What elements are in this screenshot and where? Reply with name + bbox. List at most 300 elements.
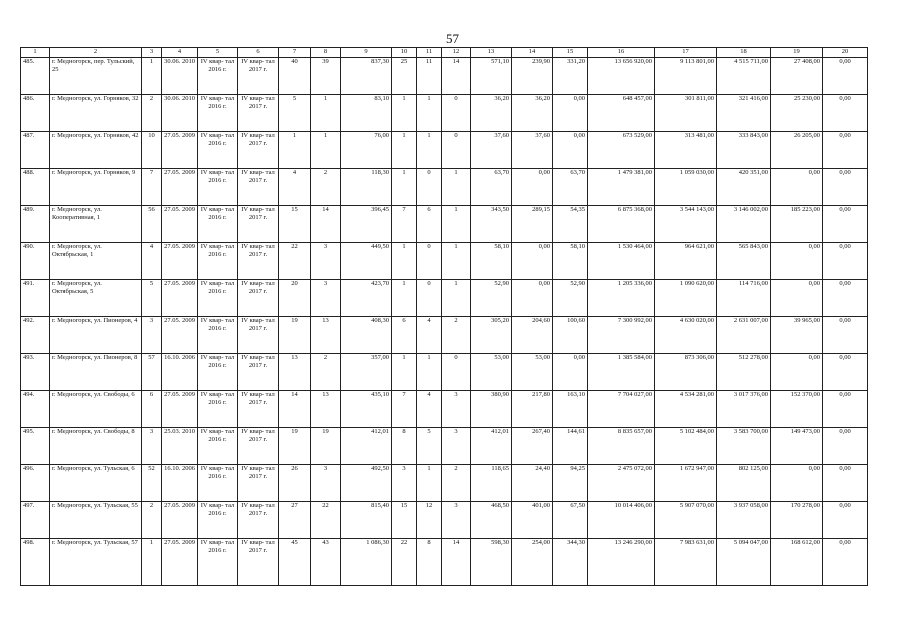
table-cell-col-18: 3 937 058,00	[717, 502, 771, 539]
table-cell-col-9: 396,45	[341, 206, 392, 243]
table-cell-col-19: 0,00	[771, 280, 823, 317]
table-cell-col-1: 490.	[21, 243, 50, 280]
table-cell-col-13: 468,50	[471, 502, 512, 539]
table-row	[21, 428, 868, 465]
table-cell-col-6: IV квар- тал 2017 г.	[238, 169, 279, 206]
table-cell-col-11: 6	[417, 206, 442, 243]
column-number-3: 3	[142, 48, 162, 58]
table-cell-col-4: 30.06. 2010	[162, 95, 198, 132]
column-number-6: 6	[238, 48, 279, 58]
table-cell-col-13: 118,65	[471, 465, 512, 502]
table-cell-col-8: 2	[311, 354, 341, 391]
table-cell-col-9: 435,10	[341, 391, 392, 428]
table-cell-col-18: 3 017 376,00	[717, 391, 771, 428]
table-cell-col-3: 6	[142, 391, 162, 428]
table-cell-col-11: 1	[417, 95, 442, 132]
table-cell-col-13: 63,70	[471, 169, 512, 206]
table-row	[21, 317, 868, 354]
table-cell-col-16: 648 457,00	[588, 95, 655, 132]
table-cell-col-19: 152 370,00	[771, 391, 823, 428]
table-cell-col-7: 22	[279, 243, 311, 280]
table-cell-col-7: 13	[279, 354, 311, 391]
table-cell-col-14: 217,80	[512, 391, 553, 428]
housing-table	[20, 47, 868, 586]
table-cell-col-8: 13	[311, 391, 341, 428]
table-row	[21, 58, 868, 95]
table-row	[21, 206, 868, 243]
table-cell-col-14: 24,40	[512, 465, 553, 502]
table-cell-col-1: 496.	[21, 465, 50, 502]
table-row	[21, 391, 868, 428]
table-cell-col-18: 512 278,00	[717, 354, 771, 391]
table-cell-col-1: 487.	[21, 132, 50, 169]
column-number-row	[21, 48, 868, 58]
column-number-18: 18	[717, 48, 771, 58]
column-number-13: 13	[471, 48, 512, 58]
table-cell-col-6: IV квар- тал 2017 г.	[238, 502, 279, 539]
column-number-16: 16	[588, 48, 655, 58]
table-cell-col-2: г. Медногорск, ул. Пионеров, 4	[50, 317, 142, 354]
table-cell-col-20: 0,00	[823, 391, 868, 428]
table-cell-col-1: 497.	[21, 502, 50, 539]
table-cell-col-11: 0	[417, 243, 442, 280]
table-cell-col-4: 25.03. 2010	[162, 428, 198, 465]
table-cell-col-9: 423,70	[341, 280, 392, 317]
table-cell-col-18: 4 515 711,00	[717, 58, 771, 95]
table-cell-col-3: 7	[142, 169, 162, 206]
table-row	[21, 132, 868, 169]
table-cell-col-6: IV квар- тал 2017 г.	[238, 317, 279, 354]
table-cell-col-17: 1 672 947,00	[655, 465, 717, 502]
table-row	[21, 502, 868, 539]
table-cell-col-17: 873 306,00	[655, 354, 717, 391]
column-number-14: 14	[512, 48, 553, 58]
table-cell-col-15: 0,00	[553, 132, 588, 169]
column-number-2: 2	[50, 48, 142, 58]
table-cell-col-3: 1	[142, 539, 162, 586]
table-cell-col-16: 7 704 027,00	[588, 391, 655, 428]
table-cell-col-4: 27.05. 2009	[162, 317, 198, 354]
table-cell-col-17: 1 090 620,00	[655, 280, 717, 317]
table-cell-col-14: 0,00	[512, 243, 553, 280]
table-cell-col-10: 8	[392, 428, 417, 465]
table-cell-col-14: 0,00	[512, 169, 553, 206]
table-cell-col-17: 4 630 020,00	[655, 317, 717, 354]
table-cell-col-20: 0,00	[823, 354, 868, 391]
table-cell-col-11: 0	[417, 280, 442, 317]
column-number-9: 9	[341, 48, 392, 58]
table-cell-col-5: IV квар- тал 2016 г.	[198, 280, 238, 317]
table-cell-col-13: 305,20	[471, 317, 512, 354]
table-cell-col-2: г. Медногорск, ул. Горняков, 9	[50, 169, 142, 206]
table-cell-col-3: 2	[142, 95, 162, 132]
table-cell-col-18: 420 351,00	[717, 169, 771, 206]
table-cell-col-4: 27.05. 2009	[162, 206, 198, 243]
table-cell-col-8: 3	[311, 243, 341, 280]
table-cell-col-20: 0,00	[823, 243, 868, 280]
table-cell-col-14: 289,15	[512, 206, 553, 243]
table-cell-col-12: 14	[442, 58, 471, 95]
table-cell-col-20: 0,00	[823, 206, 868, 243]
column-number-17: 17	[655, 48, 717, 58]
table-cell-col-16: 8 835 657,00	[588, 428, 655, 465]
column-number-11: 11	[417, 48, 442, 58]
table-cell-col-8: 1	[311, 95, 341, 132]
table-cell-col-11: 1	[417, 132, 442, 169]
table-cell-col-9: 815,40	[341, 502, 392, 539]
table-cell-col-13: 53,00	[471, 354, 512, 391]
table-cell-col-15: 67,50	[553, 502, 588, 539]
table-cell-col-9: 837,30	[341, 58, 392, 95]
table-cell-col-10: 7	[392, 391, 417, 428]
table-cell-col-3: 52	[142, 465, 162, 502]
table-cell-col-17: 3 544 143,00	[655, 206, 717, 243]
table-cell-col-10: 1	[392, 243, 417, 280]
table-cell-col-5: IV квар- тал 2016 г.	[198, 502, 238, 539]
table-cell-col-1: 488.	[21, 169, 50, 206]
column-number-12: 12	[442, 48, 471, 58]
table-cell-col-20: 0,00	[823, 280, 868, 317]
table-cell-col-8: 22	[311, 502, 341, 539]
table-cell-col-16: 6 875 368,00	[588, 206, 655, 243]
table-cell-col-13: 571,10	[471, 58, 512, 95]
table-cell-col-16: 7 300 992,00	[588, 317, 655, 354]
table-cell-col-2: г. Медногорск, пер. Тульский, 25	[50, 58, 142, 95]
table-cell-col-18: 5 094 047,00	[717, 539, 771, 586]
table-cell-col-19: 168 612,00	[771, 539, 823, 586]
table-cell-col-6: IV квар- тал 2017 г.	[238, 132, 279, 169]
table-cell-col-17: 5 907 070,00	[655, 502, 717, 539]
table-cell-col-18: 114 716,00	[717, 280, 771, 317]
table-cell-col-9: 76,00	[341, 132, 392, 169]
table-cell-col-20: 0,00	[823, 132, 868, 169]
table-cell-col-10: 1	[392, 354, 417, 391]
table-cell-col-7: 45	[279, 539, 311, 586]
table-cell-col-7: 4	[279, 169, 311, 206]
table-cell-col-8: 13	[311, 317, 341, 354]
table-cell-col-19: 0,00	[771, 243, 823, 280]
table-cell-col-8: 43	[311, 539, 341, 586]
table-cell-col-2: г. Медногорск, ул. Пионеров, 8	[50, 354, 142, 391]
table-cell-col-14: 0,00	[512, 280, 553, 317]
table-cell-col-1: 495.	[21, 428, 50, 465]
table-cell-col-6: IV квар- тал 2017 г.	[238, 428, 279, 465]
table-cell-col-14: 37,60	[512, 132, 553, 169]
table-cell-col-1: 489.	[21, 206, 50, 243]
table-cell-col-15: 163,10	[553, 391, 588, 428]
table-cell-col-15: 63,70	[553, 169, 588, 206]
table-cell-col-20: 0,00	[823, 465, 868, 502]
table-cell-col-10: 3	[392, 465, 417, 502]
table-cell-col-5: IV квар- тал 2016 г.	[198, 391, 238, 428]
table-cell-col-15: 344,30	[553, 539, 588, 586]
table-cell-col-4: 16.10. 2006	[162, 465, 198, 502]
table-cell-col-19: 25 230,00	[771, 95, 823, 132]
table-cell-col-1: 494.	[21, 391, 50, 428]
table-cell-col-12: 2	[442, 465, 471, 502]
table-cell-col-13: 58,10	[471, 243, 512, 280]
table-cell-col-12: 2	[442, 317, 471, 354]
table-cell-col-18: 321 416,00	[717, 95, 771, 132]
column-number-7: 7	[279, 48, 311, 58]
table-cell-col-4: 27.05. 2009	[162, 539, 198, 586]
table-cell-col-6: IV квар- тал 2017 г.	[238, 465, 279, 502]
table-cell-col-3: 1	[142, 58, 162, 95]
table-cell-col-7: 19	[279, 428, 311, 465]
table-cell-col-19: 170 278,00	[771, 502, 823, 539]
table-cell-col-3: 3	[142, 428, 162, 465]
page-number: 57	[446, 31, 459, 46]
table-cell-col-1: 485.	[21, 58, 50, 95]
table-cell-col-12: 1	[442, 243, 471, 280]
table-cell-col-6: IV квар- тал 2017 г.	[238, 391, 279, 428]
table-cell-col-5: IV квар- тал 2016 г.	[198, 132, 238, 169]
table-cell-col-13: 52,90	[471, 280, 512, 317]
table-cell-col-19: 39 965,00	[771, 317, 823, 354]
table-cell-col-6: IV квар- тал 2017 г.	[238, 354, 279, 391]
table-cell-col-15: 58,10	[553, 243, 588, 280]
table-cell-col-20: 0,00	[823, 58, 868, 95]
table-cell-col-1: 498.	[21, 539, 50, 586]
table-cell-col-4: 27.05. 2009	[162, 243, 198, 280]
table-cell-col-4: 27.05. 2009	[162, 280, 198, 317]
table-cell-col-18: 565 843,00	[717, 243, 771, 280]
table-cell-col-20: 0,00	[823, 317, 868, 354]
table-cell-col-9: 449,50	[341, 243, 392, 280]
table-cell-col-4: 27.05. 2009	[162, 132, 198, 169]
table-cell-col-12: 1	[442, 169, 471, 206]
table-cell-col-1: 493.	[21, 354, 50, 391]
table-cell-col-2: г. Медногорск, ул. Тульская, 6	[50, 465, 142, 502]
table-cell-col-10: 1	[392, 280, 417, 317]
table-cell-col-9: 118,30	[341, 169, 392, 206]
table-row	[21, 280, 868, 317]
table-cell-col-9: 412,01	[341, 428, 392, 465]
table-cell-col-15: 100,60	[553, 317, 588, 354]
table-cell-col-8: 3	[311, 465, 341, 502]
table-cell-col-11: 5	[417, 428, 442, 465]
table-cell-col-2: г. Медногорск, ул. Тульская, 57	[50, 539, 142, 586]
table-cell-col-5: IV квар- тал 2016 г.	[198, 58, 238, 95]
table-cell-col-13: 343,50	[471, 206, 512, 243]
table-cell-col-16: 1 530 464,00	[588, 243, 655, 280]
table-cell-col-18: 333 843,00	[717, 132, 771, 169]
column-number-20: 20	[823, 48, 868, 58]
table-cell-col-19: 185 223,00	[771, 206, 823, 243]
table-cell-col-2: г. Медногорск, ул. Октябрьская, 1	[50, 243, 142, 280]
table-cell-col-12: 0	[442, 95, 471, 132]
table-cell-col-5: IV квар- тал 2016 г.	[198, 465, 238, 502]
table-cell-col-19: 0,00	[771, 465, 823, 502]
table-cell-col-12: 3	[442, 502, 471, 539]
table-cell-col-5: IV квар- тал 2016 г.	[198, 539, 238, 586]
table-cell-col-3: 56	[142, 206, 162, 243]
table-cell-col-16: 1 479 381,00	[588, 169, 655, 206]
table-cell-col-16: 673 529,00	[588, 132, 655, 169]
table-cell-col-8: 14	[311, 206, 341, 243]
table-cell-col-7: 26	[279, 465, 311, 502]
table-cell-col-12: 1	[442, 280, 471, 317]
table-cell-col-17: 1 059 030,00	[655, 169, 717, 206]
table-cell-col-11: 11	[417, 58, 442, 95]
table-cell-col-7: 40	[279, 58, 311, 95]
table-row	[21, 243, 868, 280]
table-row	[21, 539, 868, 586]
table-cell-col-11: 4	[417, 391, 442, 428]
table-cell-col-14: 36,20	[512, 95, 553, 132]
table-cell-col-12: 0	[442, 132, 471, 169]
table-cell-col-9: 83,10	[341, 95, 392, 132]
table-cell-col-6: IV квар- тал 2017 г.	[238, 58, 279, 95]
table-cell-col-17: 301 811,00	[655, 95, 717, 132]
column-number-19: 19	[771, 48, 823, 58]
table-row	[21, 169, 868, 206]
table-cell-col-16: 1 205 336,00	[588, 280, 655, 317]
table-cell-col-7: 1	[279, 132, 311, 169]
table-cell-col-8: 19	[311, 428, 341, 465]
table-cell-col-12: 3	[442, 428, 471, 465]
table-cell-col-20: 0,00	[823, 539, 868, 586]
table-cell-col-15: 0,00	[553, 354, 588, 391]
table-cell-col-3: 10	[142, 132, 162, 169]
table-cell-col-14: 204,60	[512, 317, 553, 354]
table-cell-col-13: 37,60	[471, 132, 512, 169]
column-number-1: 1	[21, 48, 50, 58]
column-number-10: 10	[392, 48, 417, 58]
table-cell-col-7: 27	[279, 502, 311, 539]
table-cell-col-16: 2 475 072,00	[588, 465, 655, 502]
table-cell-col-8: 39	[311, 58, 341, 95]
table-cell-col-6: IV квар- тал 2017 г.	[238, 206, 279, 243]
table-cell-col-17: 313 481,00	[655, 132, 717, 169]
table-cell-col-8: 3	[311, 280, 341, 317]
column-number-8: 8	[311, 48, 341, 58]
table-cell-col-14: 53,00	[512, 354, 553, 391]
table-cell-col-8: 1	[311, 132, 341, 169]
table-cell-col-18: 3 146 002,00	[717, 206, 771, 243]
table-cell-col-13: 412,01	[471, 428, 512, 465]
table-cell-col-14: 239,90	[512, 58, 553, 95]
table-cell-col-2: г. Медногорск, ул. Свободы, 6	[50, 391, 142, 428]
table-cell-col-20: 0,00	[823, 95, 868, 132]
table-cell-col-6: IV квар- тал 2017 г.	[238, 243, 279, 280]
table-cell-col-3: 57	[142, 354, 162, 391]
table-cell-col-2: г. Медногорск, ул. Кооперативная, 1	[50, 206, 142, 243]
table-cell-col-4: 16.10. 2006	[162, 354, 198, 391]
table-cell-col-20: 0,00	[823, 428, 868, 465]
table-cell-col-5: IV квар- тал 2016 г.	[198, 169, 238, 206]
table-cell-col-18: 3 583 700,00	[717, 428, 771, 465]
table-cell-col-4: 30.06. 2010	[162, 58, 198, 95]
table-cell-col-7: 15	[279, 206, 311, 243]
table-cell-col-14: 254,00	[512, 539, 553, 586]
table-cell-col-3: 2	[142, 502, 162, 539]
table-cell-col-20: 0,00	[823, 502, 868, 539]
table-cell-col-12: 14	[442, 539, 471, 586]
table-cell-col-2: г. Медногорск, ул. Горняков, 42	[50, 132, 142, 169]
table-cell-col-7: 14	[279, 391, 311, 428]
table-cell-col-18: 2 631 007,00	[717, 317, 771, 354]
table-cell-col-2: г. Медногорск, ул. Горняков, 32	[50, 95, 142, 132]
table-cell-col-15: 0,00	[553, 95, 588, 132]
column-number-4: 4	[162, 48, 198, 58]
table-cell-col-19: 26 205,00	[771, 132, 823, 169]
table-cell-col-15: 52,90	[553, 280, 588, 317]
table-cell-col-9: 408,30	[341, 317, 392, 354]
table-cell-col-16: 13 246 290,00	[588, 539, 655, 586]
table-cell-col-19: 149 473,00	[771, 428, 823, 465]
table-cell-col-9: 357,00	[341, 354, 392, 391]
table-cell-col-10: 7	[392, 206, 417, 243]
table-cell-col-9: 492,50	[341, 465, 392, 502]
table-cell-col-2: г. Медногорск, ул. Свободы, 8	[50, 428, 142, 465]
table-cell-col-17: 964 621,00	[655, 243, 717, 280]
column-number-15: 15	[553, 48, 588, 58]
table-cell-col-16: 1 385 584,00	[588, 354, 655, 391]
table-cell-col-15: 54,35	[553, 206, 588, 243]
table-cell-col-11: 12	[417, 502, 442, 539]
table-cell-col-7: 20	[279, 280, 311, 317]
table-cell-col-12: 1	[442, 206, 471, 243]
table-cell-col-10: 1	[392, 169, 417, 206]
table-cell-col-5: IV квар- тал 2016 г.	[198, 354, 238, 391]
table-cell-col-17: 9 113 801,00	[655, 58, 717, 95]
table-cell-col-5: IV квар- тал 2016 г.	[198, 206, 238, 243]
table-cell-col-5: IV квар- тал 2016 г.	[198, 95, 238, 132]
table-cell-col-10: 6	[392, 317, 417, 354]
table-cell-col-10: 1	[392, 132, 417, 169]
table-cell-col-3: 5	[142, 280, 162, 317]
table-cell-col-11: 8	[417, 539, 442, 586]
table-cell-col-17: 5 102 484,00	[655, 428, 717, 465]
table-cell-col-16: 10 014 406,00	[588, 502, 655, 539]
table-cell-col-5: IV квар- тал 2016 г.	[198, 317, 238, 354]
table-cell-col-19: 0,00	[771, 169, 823, 206]
table-cell-col-7: 19	[279, 317, 311, 354]
table-cell-col-5: IV квар- тал 2016 г.	[198, 428, 238, 465]
table-cell-col-15: 94,25	[553, 465, 588, 502]
table-cell-col-3: 3	[142, 317, 162, 354]
table-cell-col-12: 3	[442, 391, 471, 428]
table-cell-col-6: IV квар- тал 2017 г.	[238, 539, 279, 586]
table-cell-col-9: 1 086,30	[341, 539, 392, 586]
table-cell-col-10: 25	[392, 58, 417, 95]
table-cell-col-1: 492.	[21, 317, 50, 354]
table-cell-col-2: г. Медногорск, ул. Октябрьская, 5	[50, 280, 142, 317]
table-cell-col-16: 13 656 920,00	[588, 58, 655, 95]
table-cell-col-11: 1	[417, 354, 442, 391]
table-cell-col-6: IV квар- тал 2017 г.	[238, 95, 279, 132]
table-cell-col-10: 1	[392, 95, 417, 132]
table-cell-col-13: 380,90	[471, 391, 512, 428]
table-cell-col-6: IV квар- тал 2017 г.	[238, 280, 279, 317]
table-cell-col-1: 491.	[21, 280, 50, 317]
table-cell-col-15: 331,20	[553, 58, 588, 95]
table-cell-col-19: 0,00	[771, 354, 823, 391]
table-cell-col-4: 27.05. 2009	[162, 169, 198, 206]
table-cell-col-17: 7 983 631,00	[655, 539, 717, 586]
table-cell-col-3: 4	[142, 243, 162, 280]
table-cell-col-19: 27 408,00	[771, 58, 823, 95]
table-cell-col-8: 2	[311, 169, 341, 206]
table-cell-col-13: 598,30	[471, 539, 512, 586]
table-cell-col-7: 5	[279, 95, 311, 132]
table-cell-col-18: 802 125,00	[717, 465, 771, 502]
table-cell-col-10: 22	[392, 539, 417, 586]
table-cell-col-10: 15	[392, 502, 417, 539]
table-cell-col-14: 267,40	[512, 428, 553, 465]
table-cell-col-13: 36,20	[471, 95, 512, 132]
